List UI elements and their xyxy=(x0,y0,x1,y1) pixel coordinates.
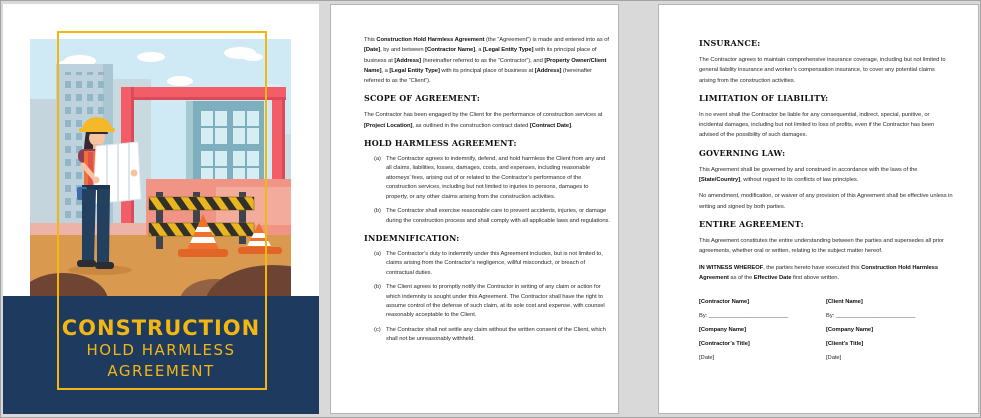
contractor-title-placeholder: [Contractor’s Title] xyxy=(699,341,750,348)
indemnification-item-c xyxy=(374,326,611,345)
contractor-signature-column xyxy=(699,299,826,369)
indemnification-heading: INDEMNIFICATION: xyxy=(364,232,460,243)
contractor-company-placeholder: [Company Name] xyxy=(699,327,746,334)
list-marker: (a) xyxy=(374,156,381,163)
indemnification-item-b xyxy=(374,283,611,321)
list-marker: (b) xyxy=(374,284,381,291)
intro-paragraph: This Construction Hold Harmless Agreement (the “Agreement”) is made and entered into as of [Date], by and between [Contractor Name], a [Legal Entity Type] with its principal place of business at [Address] (hereinafter referred to as the “Contractor”), and [Property Owner/Client Name], a [Legal Entity Type] with its principal place of business at [Address] (hereinafter referred to as the “Client”). xyxy=(364,37,609,85)
contractor-signature-line: By: _________________________ xyxy=(699,313,789,320)
cover-title-line-2: HOLD HARMLESS xyxy=(86,341,236,360)
list-marker: (b) xyxy=(374,208,381,215)
insurance-heading: INSURANCE: xyxy=(699,38,761,48)
list-item-text: The Contractor agrees to indemnify, defend, and hold harmless the Client from any and all claims, liabilities, losses, damages, costs, and expenses, including reasonable attorneys’ fees, arising out of or related to the Contractor’s performance of the construction services, including but not limited to injuries to persons, damages to property, or any other claims arising from the construction activities. xyxy=(386,156,606,200)
scope-of-agreement-heading: SCOPE OF AGREEMENT: xyxy=(364,93,481,104)
list-item-text: The Contractor’s duty to indemnify under this Agreement includes, but is not limited to, claims arising from the Contractor’s negligence, willful misconduct, or breach of contractual duties. xyxy=(386,250,603,276)
list-item-text: The Contractor shall not settle any claim without the written consent of the Client, which shall not be unreasonably withheld. xyxy=(386,326,606,343)
witness-paragraph: IN WITNESS WHEREOF, the parties hereto have executed this Construction Hold Harmless Agreement as of the Effective Date first above written. xyxy=(699,264,939,281)
client-company-placeholder: [Company Name] xyxy=(826,327,873,334)
list-item-text: The Client agrees to promptly notify the Contractor in writing of any claim or action for which indemnity is sought under this Agreement. The Contractor shall have the right to assume control of the defense of such claim, at its sole cost and expense, with counsel reasonably acceptable to the Client. xyxy=(386,284,605,319)
entire-agreement-heading: ENTIRE AGREEMENT: xyxy=(699,218,804,229)
agreement-page-1-content xyxy=(364,35,611,350)
cover-page xyxy=(3,4,319,414)
client-signature-column xyxy=(826,299,953,369)
agreement-page-1 xyxy=(330,4,619,414)
insurance-paragraph: The Contractor agrees to maintain comprehensive insurance coverage, including but not limited to general liability insurance and worker’s compensation insurance, to cover any potential claims arising from the construction activities. xyxy=(699,57,946,84)
list-marker: (c) xyxy=(374,326,381,333)
contractor-date-placeholder: [Date] xyxy=(699,355,715,362)
client-signature-line: By: _________________________ xyxy=(826,313,916,320)
cover-title-band xyxy=(3,296,319,414)
entire-agreement-paragraph: This Agreement constitutes the entire understanding between the parties and supersedes all prior agreements, whether oral or written, relating to the subject matter hereof. xyxy=(699,237,944,255)
client-name-placeholder: [Client Name] xyxy=(826,299,863,306)
hold-harmless-item-b xyxy=(374,207,611,226)
limitation-of-liability-heading: LIMITATION OF LIABILITY: xyxy=(699,92,829,103)
list-marker: (a) xyxy=(374,250,381,257)
limitation-paragraph: In no event shall the Contractor be liable for any consequential, indirect, special, punitive, or incidental damages, including but not limited to loss of profits, even if the Contractor has been advised of the possibility of such damages. xyxy=(699,111,935,139)
governing-law-paragraph-2: No amendment, modification, or waiver of any provision of this Agreement shall be effective unless in writing and signed by both parties. xyxy=(699,193,953,210)
cover-title-line-1: CONSTRUCTION xyxy=(61,316,261,340)
hold-harmless-item-a xyxy=(374,155,611,202)
hold-harmless-heading: HOLD HARMLESS AGREEMENT: xyxy=(364,138,517,149)
signature-block xyxy=(699,299,953,369)
governing-law-heading: GOVERNING LAW: xyxy=(699,147,786,158)
cover-title-line-3: AGREEMENT xyxy=(107,361,215,380)
scope-paragraph: The Contractor has been engaged by the Client for the performance of construction services at [Project Location], as outlined in the construction contract dated [Contract Date]. xyxy=(364,112,603,129)
agreement-page-2-content xyxy=(699,38,953,369)
agreement-page-2 xyxy=(658,4,979,414)
client-date-placeholder: [Date] xyxy=(826,355,842,362)
indemnification-item-a xyxy=(374,250,611,278)
construction-site-illustration xyxy=(30,39,291,296)
list-item-text: The Contractor shall exercise reasonable care to prevent accidents, injuries, or damage during the construction process and shall comply with all applicable laws and regulations. xyxy=(386,208,610,224)
contractor-name-placeholder: [Contractor Name] xyxy=(699,299,750,306)
client-title-placeholder: [Client’s Title] xyxy=(826,341,864,348)
governing-law-paragraph-1: This Agreement shall be governed by and construed in accordance with the laws of the [State/Country], without regard to its conflicts of law principles. xyxy=(699,166,918,184)
